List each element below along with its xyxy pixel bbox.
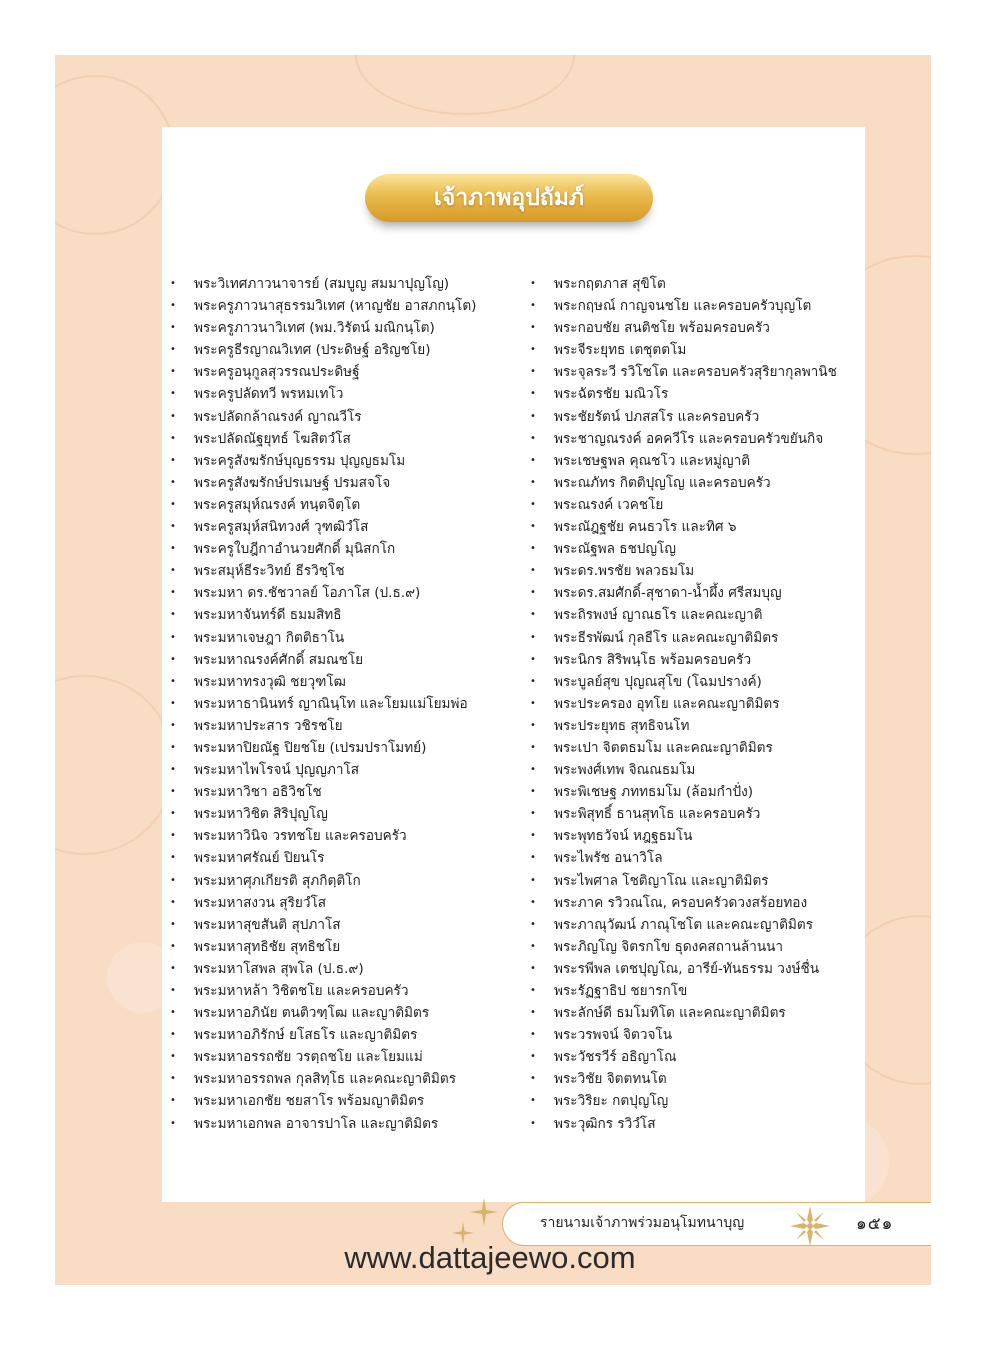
name-text: พระมหาศรัณย์ ปิยนโร — [194, 850, 325, 867]
bullet: • — [170, 543, 176, 555]
list-item — [530, 295, 870, 317]
name-text: พระมหา ดร.ชัชวาลย์ โอภาโส (ป.ธ.๙) — [194, 585, 421, 602]
bullet: • — [530, 278, 536, 289]
list-item — [170, 339, 530, 361]
bullet: • — [530, 344, 536, 356]
name-text: พระพิสุทธิ์ ธานสุทโธ และครอบครัว — [554, 806, 761, 823]
floral-pattern — [55, 75, 175, 235]
name-text: พระจีระยุทธ เตชุตตโม — [554, 342, 687, 359]
list-item — [170, 560, 530, 582]
bullet: • — [170, 1007, 176, 1019]
bullet: • — [530, 454, 536, 466]
name-text: พระมหาอรรถพล กุลสิทฺโธ และคณะญาติมิตร — [194, 1071, 456, 1088]
list-item — [530, 759, 870, 781]
list-item — [170, 1024, 530, 1046]
name-text: พระมหาอภิรักษ์ ยโสธโร และญาติมิตร — [194, 1027, 418, 1044]
bullet: • — [530, 1051, 536, 1063]
bullet: • — [530, 587, 536, 599]
bullet: • — [530, 498, 536, 510]
bullet: • — [170, 1029, 176, 1041]
list-item — [170, 361, 530, 383]
sparkle-icon — [470, 1198, 498, 1226]
name-text: พระปลัดณัฐยุทธ์ โฆสิตวํโส — [194, 430, 351, 447]
bullet: • — [170, 454, 176, 466]
name-text: พระมหาเจษฎา กิตติธาโน — [194, 629, 345, 646]
list-item — [530, 450, 870, 472]
name-text: พระภาค รวิวณโณ, ครอบครัวดวงสร้อยทอง — [554, 894, 808, 911]
name-text: พระปลัดกล้าณรงค์ ญาณวีโร — [194, 408, 362, 425]
bullet: • — [170, 786, 176, 798]
title-banner — [365, 174, 653, 222]
bullet: • — [530, 432, 536, 444]
name-text: พระครูภาวนาวิเทศ (พม.วิรัตน์ มณิกนฺโต) — [194, 320, 435, 337]
bullet: • — [530, 1117, 536, 1129]
list-item — [170, 450, 530, 472]
page-title: เจ้าภาพอุปถัมภ์ — [433, 184, 585, 211]
list-item — [170, 1068, 530, 1090]
name-text: พระวรพจน์ จิตวจโน — [554, 1027, 673, 1044]
list-item — [530, 803, 870, 825]
bullet: • — [170, 410, 176, 422]
bullet: • — [530, 874, 536, 886]
list-item — [170, 693, 530, 715]
list-item — [170, 914, 530, 936]
bullet: • — [170, 1117, 176, 1129]
list-item — [530, 781, 870, 803]
bullet: • — [530, 609, 536, 621]
list-item — [170, 1090, 530, 1112]
list-item — [530, 914, 870, 936]
bullet: • — [170, 344, 176, 356]
bullet: • — [530, 521, 536, 533]
bullet: • — [170, 940, 176, 952]
name-text: พระพิเชษฐ ภททธมโม (ล้อมกำปั่ง) — [554, 784, 754, 801]
bullet: • — [530, 719, 536, 731]
footer-caption: รายนามเจ้าภาพร่วมอนุโมทนาบุญ — [540, 1215, 745, 1231]
name-text: พระพงศ์เทพ จิณณธมโม — [554, 762, 696, 779]
list-item — [530, 1002, 870, 1024]
list-item — [170, 737, 530, 759]
bullet: • — [170, 300, 176, 312]
list-item — [530, 516, 870, 538]
bullet: • — [530, 786, 536, 798]
bullet: • — [170, 432, 176, 444]
list-item — [530, 406, 870, 428]
name-text: พระณภัทร กิตติปุญโญ และครอบครัว — [554, 474, 771, 491]
bullet: • — [530, 410, 536, 422]
bullet: • — [530, 940, 536, 952]
name-text: พระมหาอรรถชัย วรตฺถชโย และโยมแม่ — [194, 1049, 423, 1066]
bullet: • — [170, 874, 176, 886]
list-item — [530, 715, 870, 737]
name-text: พระมหาจันทร์ดี ธมมสิทธิ — [194, 607, 342, 624]
name-text: พระครูใบฎีกาอำนวยศักดิ์ มุนิสกโก — [194, 541, 396, 558]
list-item — [170, 406, 530, 428]
name-text: พระวิชัย จิตตทนโต — [554, 1071, 667, 1088]
list-item — [170, 1113, 530, 1135]
list-item — [530, 958, 870, 980]
name-text: พระครูสมุห์ณรงค์ ทนฺตจิตฺโต — [194, 496, 361, 513]
name-text: พระครูสังฆรักษ์ปรเมษฐ์ ปรมสจโจ — [194, 474, 391, 491]
list-item — [170, 516, 530, 538]
list-item — [170, 781, 530, 803]
name-text: พระพุทธวัจน์ หฎฐธมโน — [554, 828, 693, 845]
list-item — [530, 383, 870, 405]
bullet: • — [530, 1029, 536, 1041]
bullet: • — [530, 565, 536, 577]
list-item — [170, 273, 530, 295]
name-text: พระดร.สมศักดิ์-สุชาดา-น้ำผึ้ง ศรีสมบุญ — [554, 585, 782, 602]
list-item — [170, 715, 530, 737]
name-text: พระประครอง อุทโย และคณะญาติมิตร — [554, 695, 780, 712]
bullet: • — [530, 543, 536, 555]
name-text: พระมหาเอกพล อาจารปาโล และญาติมิตร — [194, 1115, 439, 1132]
bullet: • — [170, 498, 176, 510]
name-text: พระครูสมุห์สนิทวงศ์ วุฑฒิวํโส — [194, 519, 369, 536]
name-text: พระมหาทรงวุฒิ ชยวุฑโฒ — [194, 673, 346, 690]
bullet: • — [530, 388, 536, 400]
bullet: • — [530, 852, 536, 864]
list-item — [170, 428, 530, 450]
list-item — [530, 980, 870, 1002]
list-item — [530, 1068, 870, 1090]
name-text: พระมหาณรงค์ศักดิ์ สมณชโย — [194, 651, 364, 668]
bullet: • — [170, 985, 176, 996]
bullet: • — [170, 366, 176, 378]
name-text: พระชาญณรงค์ อคควีโร และครอบครัวขยันกิจ — [554, 430, 824, 447]
bullet: • — [530, 1007, 536, 1019]
bullet: • — [170, 653, 176, 665]
list-item — [530, 604, 870, 626]
bullet: • — [170, 918, 176, 930]
name-text: พระมหาปิยณัฐ ปิยชโย (เปรมปราโมทย์) — [194, 739, 427, 756]
name-text: พระณรงค์ เวคชโย — [554, 496, 664, 513]
bullet: • — [170, 896, 176, 908]
bullet: • — [170, 1073, 176, 1085]
list-item — [530, 494, 870, 516]
bullet: • — [170, 741, 176, 753]
bullet: • — [530, 896, 536, 908]
bullet: • — [170, 830, 176, 842]
bullet: • — [170, 609, 176, 621]
name-text: พระชัยรัตน์ ปภสสโร และครอบครัว — [554, 408, 760, 425]
list-item — [530, 1090, 870, 1112]
name-text: พระจุลระวี รวิโชโต และครอบครัวสุริยากุลพานิช — [554, 364, 837, 381]
bullet: • — [170, 808, 176, 820]
name-text: พระสมุห์ธีระวิทย์ ธีรวิชฺโช — [194, 563, 345, 580]
name-text: พระครูสังฆรักษ์บุญธรรม ปุญญธมโม — [194, 452, 406, 469]
name-text: พระครูธีรญาณวิเทศ (ประดิษฐ์ อริญชโย) — [194, 342, 431, 359]
list-item — [170, 472, 530, 494]
list-item — [530, 538, 870, 560]
bullet: • — [170, 388, 176, 400]
bullet: • — [170, 631, 176, 643]
name-text: พระมหาวิชิต สิริปุญโญ — [194, 806, 328, 823]
floral-pattern — [355, 55, 575, 115]
name-text: พระครูอนุกูลสุวรรณประดิษฐ์ — [194, 364, 360, 381]
name-text: พระมหาวิชา อธิวิชโช — [194, 784, 322, 801]
floral-pattern — [55, 675, 175, 855]
name-text: พระณัฎฐชัย คนธวโร และทิศ ๖ — [554, 519, 737, 536]
name-text: พระกอบชัย สนติชโย พร้อมครอบครัว — [554, 320, 770, 337]
bullet: • — [530, 653, 536, 665]
name-text: พระภาณุวัฒน์ ภาณุโชโต และคณะญาติมิตร — [554, 916, 814, 933]
list-item — [530, 339, 870, 361]
list-item — [530, 847, 870, 869]
list-item — [530, 1113, 870, 1135]
name-text: พระประยุทธ สุทธิจนโท — [554, 717, 690, 734]
bullet: • — [170, 565, 176, 577]
bullet: • — [530, 1073, 536, 1085]
list-item — [530, 560, 870, 582]
bullet: • — [170, 587, 176, 599]
list-item — [530, 582, 870, 604]
list-item — [170, 847, 530, 869]
bullet: • — [530, 322, 536, 334]
list-item — [170, 604, 530, 626]
list-item — [530, 1024, 870, 1046]
name-text: พระมหาไพโรจน์ ปุญญภาโส — [194, 762, 360, 779]
bullet: • — [170, 278, 176, 289]
bullet: • — [530, 476, 536, 488]
name-text: พระกฤตภาส สุขิโต — [554, 276, 666, 292]
name-text: พระมหาประสาร วชิรชโย — [194, 717, 343, 734]
bullet: • — [530, 918, 536, 930]
bullet: • — [530, 962, 536, 974]
list-item — [530, 649, 870, 671]
name-text: พระเปา จิตตธมโม และคณะญาติมิตร — [554, 739, 773, 756]
bullet: • — [170, 476, 176, 488]
name-text: พระไพศาล โชติญาโณ และญาติมิตร — [554, 872, 769, 889]
name-text: พระรัฏฐาธิป ชยารกโข — [554, 983, 688, 999]
name-text: พระมหาธานินทร์ ญาณินฺโท และโยมแม่โยมพ่อ — [194, 695, 468, 712]
bullet: • — [530, 697, 536, 709]
list-item — [170, 936, 530, 958]
list-item — [170, 958, 530, 980]
list-item — [170, 892, 530, 914]
bullet: • — [530, 366, 536, 378]
name-text: พระลักษ์ดี ธมโมทิโต และคณะญาติมิตร — [554, 1005, 786, 1022]
list-item — [170, 1046, 530, 1068]
bullet: • — [170, 852, 176, 864]
list-item — [170, 582, 530, 604]
list-item — [170, 627, 530, 649]
name-text: พระไพรัช อนาวิโล — [554, 850, 663, 867]
list-item — [530, 892, 870, 914]
left-name-list — [170, 273, 530, 1135]
list-item — [530, 693, 870, 715]
list-item — [170, 980, 530, 1002]
list-item — [530, 273, 870, 295]
bullet: • — [530, 985, 536, 996]
name-text: พระฉัตรชัย มณิวโร — [554, 386, 669, 403]
name-text: พระวุฒิกร รวิวํโส — [554, 1115, 656, 1132]
name-text: พระรพีพล เตชปุญโณ, อารีย์-ทันธรรม วงษ์ชื่น — [554, 960, 820, 977]
name-text: พระมหาอภินัย ตนติวฑฺโฒ และญาติมิตร — [194, 1005, 430, 1022]
bullet: • — [170, 1051, 176, 1063]
name-text: พระภิญโญ จิตรกโข ธุดงคสถานล้านนา — [554, 938, 784, 955]
name-text: พระถิรพงษ์ ญาณธโร และคณะญาติ — [554, 607, 763, 624]
name-text: พระมหาโสพล สุพโล (ป.ธ.๙) — [194, 960, 364, 977]
bullet: • — [530, 1095, 536, 1107]
list-item — [530, 472, 870, 494]
name-text: พระมหาสุทธิชัย สุทธิชโย — [194, 938, 341, 955]
bullet: • — [170, 675, 176, 687]
name-text: พระวิริยะ กตปุญโญ — [554, 1093, 669, 1110]
list-item — [530, 936, 870, 958]
list-item — [170, 1002, 530, 1024]
name-text: พระดร.พรชัย พลวธมโม — [554, 563, 695, 580]
bullet: • — [170, 697, 176, 709]
bullet: • — [170, 521, 176, 533]
name-text: พระมหาเอกชัย ชยสาโร พร้อมญาติมิตร — [194, 1093, 425, 1110]
list-item — [170, 317, 530, 339]
website-url: www.dattajeewo.com — [344, 1240, 636, 1275]
page-number: ๑๕๑ — [856, 1214, 894, 1234]
name-text: พระธีรพัฒน์ กุลธีโร และคณะญาติมิตร — [554, 629, 779, 646]
name-text: พระครูภาวนาสุธรรมวิเทศ (หาญชัย อาสภกนฺโต) — [194, 298, 477, 315]
list-item — [170, 295, 530, 317]
list-item — [170, 383, 530, 405]
list-item — [530, 317, 870, 339]
list-item — [170, 494, 530, 516]
right-name-list — [530, 273, 870, 1135]
name-text: พระณัฐพล ธชปญโญ — [554, 541, 676, 558]
list-item — [530, 737, 870, 759]
bullet: • — [170, 1095, 176, 1107]
list-item — [170, 825, 530, 847]
name-text: พระมหาหล้า วิชิตชโย และครอบครัว — [194, 983, 409, 999]
list-item — [170, 759, 530, 781]
list-item — [530, 1046, 870, 1068]
list-item — [530, 361, 870, 383]
name-text: พระวิเทศภาวนาจารย์ (สมบูญ สมมาปุญโญ) — [194, 276, 450, 292]
bullet: • — [170, 764, 176, 776]
list-item — [170, 538, 530, 560]
list-item — [530, 825, 870, 847]
name-text: พระบูลย์สุข ปุญณสุโข (โฉมปรางค์) — [554, 673, 762, 690]
name-text: พระครูปลัดทวี พรหมเทโว — [194, 386, 344, 403]
list-item — [530, 627, 870, 649]
name-text: พระมหาศุภเกียรติ สุภกิตฺติโก — [194, 872, 361, 889]
bullet: • — [530, 675, 536, 687]
list-item — [530, 428, 870, 450]
list-item — [170, 649, 530, 671]
bullet: • — [530, 741, 536, 753]
bullet: • — [530, 631, 536, 643]
bullet: • — [530, 808, 536, 820]
bullet: • — [530, 830, 536, 842]
bullet: • — [170, 322, 176, 334]
name-text: พระกฤษณ์ กาญจนชโย และครอบครัวบุญโต — [554, 298, 812, 315]
bullet: • — [170, 719, 176, 731]
list-item — [530, 870, 870, 892]
name-text: พระมหาสุขสันติ สุปภาโส — [194, 916, 341, 933]
list-item — [170, 870, 530, 892]
list-item — [170, 671, 530, 693]
name-text: พระวัชรวีร์ อธิญาโณ — [554, 1049, 677, 1066]
name-text: พระเชษฐพล คุณชโว และหมู่ญาติ — [554, 452, 751, 469]
bullet: • — [530, 300, 536, 312]
bullet: • — [530, 764, 536, 776]
name-text: พระมหาสงวน สุริยวํโส — [194, 894, 327, 911]
bullet: • — [170, 962, 176, 974]
list-item — [170, 803, 530, 825]
list-item — [530, 671, 870, 693]
name-text: พระนิกร สิริพนฺโธ พร้อมครอบครัว — [554, 651, 752, 668]
name-text: พระมหาวินิจ วรทชโย และครอบครัว — [194, 828, 407, 845]
